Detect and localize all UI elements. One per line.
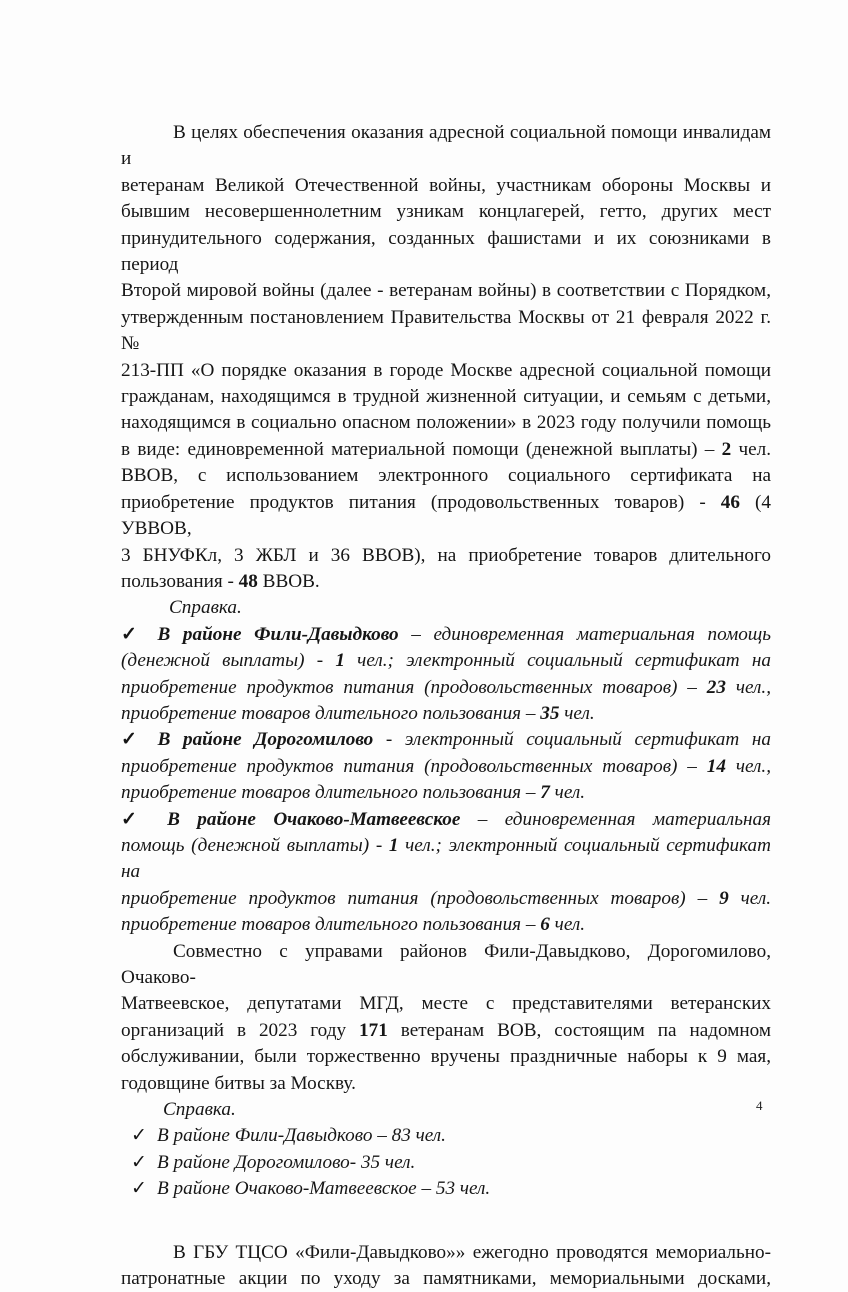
text-segment: чел. [731,438,771,460]
text-line [121,912,771,938]
text-segment: приобретение товаров длительного пользования – [121,702,541,724]
checkmark-icon: ✓ [131,1178,148,1200]
count-value: 1 [335,650,345,672]
text-segment: приобретение товаров длительного пользования – [121,782,541,804]
text-line [121,754,771,780]
text-segment: организаций в 2023 году [121,1019,360,1041]
text-line [121,622,771,648]
text-segment: (4 УВВОВ, [121,491,771,540]
reference-heading: Справка. [163,1099,236,1121]
page-number: 4 [756,1098,763,1113]
text-line [121,490,771,543]
count-value: 48 [238,570,258,592]
district-count-list [121,1123,771,1202]
district-ochakovo-block [121,807,771,939]
text-segment: приобретение продуктов питания (продовольственных товаров) – [121,676,707,698]
list-item [131,1176,771,1202]
text-line [121,569,771,595]
list-item-text: В районе Дорогомилово- 35 чел. [157,1151,416,1173]
text-line [121,727,771,753]
text-line [121,807,771,833]
text-segment: чел. [559,702,595,724]
text-segment: приобретение товаров длительного пользования – [121,914,541,936]
text-segment: чел., [725,676,771,698]
count-value: 9 [719,887,729,909]
text-line: обслуживании, были торжественно вручены праздничные наборы к 9 мая, [121,1046,771,1068]
count-value: 14 [706,755,726,777]
paragraph-veterans-help [121,120,771,595]
text-line: находящимся в социально опасном положении» в 2023 году получили помощь [121,412,771,434]
paragraph-memorial-actions [121,1240,771,1292]
text-line: гражданам, находящимся в трудной жизненной ситуации, и семьям с детьми, [121,386,771,408]
text-line: Совместно с управами районов Фили-Давыдково, Дорогомилово, Очаково- [121,940,771,988]
text-segment: ВВОВ. [257,570,320,592]
text-segment: чел.; электронный социальный сертификат на [121,834,771,883]
text-line: 3 БНУФКл, 3 ЖБЛ и 36 ВВОВ), на приобретение товаров длительного [121,544,771,566]
text-line [121,886,771,912]
count-value: 46 [720,491,740,513]
text-segment: чел., [725,755,771,777]
text-line: 213-ПП «О порядке оказания в городе Москве адресной социальной помощи [121,359,771,381]
checkmark-icon: ✓ [121,729,145,751]
text-line: патронатные акции по уходу за памятниками, мемориальными досками, [121,1268,771,1290]
text-segment: чел. [549,782,586,804]
text-line: утвержденным постановлением Правительства Москвы от 21 февраля 2022 г. № [121,306,771,355]
document-body [121,120,771,1292]
district-name: В районе Очаково-Матвеевское [167,808,461,830]
text-line: ветеранам Великой Отечественной войны, участникам обороны Москвы и [121,174,771,196]
text-segment: в виде: единовременной материальной помощи (денежной выплаты) – [121,438,722,460]
text-line: принудительного содержания, созданных фашистами и их союзниками в период [121,227,771,276]
list-item [131,1150,771,1176]
text-segment: приобретение продуктов питания (продовольственных товаров) – [121,755,707,777]
list-item-text: В районе Фили-Давыдково – 83 чел. [157,1125,446,1147]
text-line [121,437,771,463]
spacer [121,1203,771,1240]
text-line: В целях обеспечения оказания адресной социальной помощи инвалидам и [121,122,771,170]
district-name: В районе Фили-Давыдково [157,623,399,645]
text-line [121,833,771,886]
checkmark-icon: ✓ [131,1151,148,1173]
text-segment: – единовременная материальная помощь [398,623,772,645]
count-value: 7 [540,782,550,804]
text-segment: (денежной выплаты) - [121,650,336,672]
text-segment: приобретение продуктов питания (продовольственных товаров) - [121,491,721,513]
text-segment: приобретение продуктов питания (продовольственных товаров) – [121,887,720,909]
count-value: 6 [540,914,550,936]
text-line: Матвеевское, депутатами МГД, месте с представителями ветеранских [121,993,771,1015]
district-name: В районе Дорогомилово [157,729,374,751]
count-value: 2 [721,438,732,460]
text-segment: пользования - [121,570,239,592]
count-value: 23 [706,676,726,698]
district-fili-block [121,622,771,728]
district-dorogomilovo-block [121,727,771,806]
text-segment: – единовременная материальная [460,808,772,830]
reference-heading: Справка. [169,597,242,619]
paragraph-holiday-sets [121,939,771,1097]
count-value: 35 [540,702,560,724]
text-line [121,675,771,701]
text-line [121,701,771,727]
list-item-text: В районе Очаково-Матвеевское – 53 чел. [157,1178,491,1200]
text-segment: ветеранам ВОВ, состоящим па надомном [387,1019,772,1041]
text-line [121,648,771,674]
text-segment: - электронный социальный сертификат на [373,729,771,751]
text-segment: чел. [728,887,771,909]
text-segment: помощь (денежной выплаты) - [121,834,389,856]
text-line: В ГБУ ТЦСО «Фили-Давыдково»» ежегодно проводятся мемориально- [173,1241,771,1263]
text-line [121,780,771,806]
text-line [121,1018,771,1044]
text-segment: чел.; электронный социальный сертификат на [344,650,771,672]
checkmark-icon: ✓ [121,808,150,830]
checkmark-icon: ✓ [121,623,145,645]
list-item [131,1123,771,1149]
count-value: 1 [388,834,399,856]
text-line: ВВОВ, с использованием электронного социального сертификата на [121,465,771,487]
text-line: годовщине битвы за Москву. [121,1072,356,1094]
checkmark-icon: ✓ [131,1125,148,1147]
text-line: бывшим несовершеннолетним узникам концлагерей, гетто, других мест [121,201,771,223]
text-line: Второй мировой войны (далее - ветеранам войны) в соответствии с Порядком, [121,280,771,302]
count-value: 171 [359,1019,388,1041]
text-segment: чел. [549,914,586,936]
